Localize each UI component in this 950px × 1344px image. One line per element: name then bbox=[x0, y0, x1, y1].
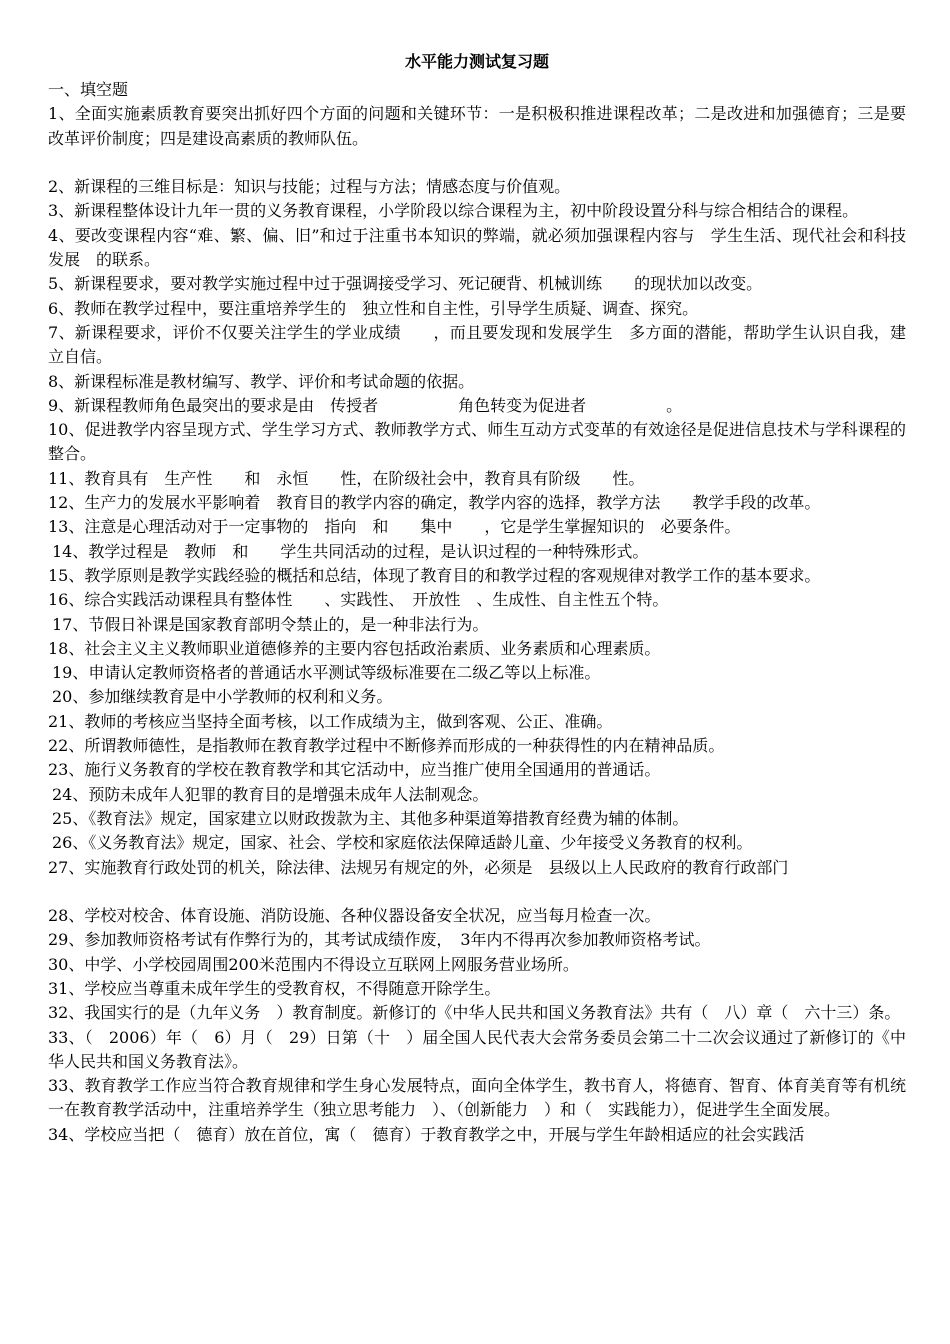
question-item: 2、新课程的三维目标是：知识与技能；过程与方法；情感态度与价值观。 bbox=[48, 177, 571, 197]
question-item: 5、新课程要求，要对教学实施过程中过于强调接受学习、死记硬背、机械训练 的现状加以改变。 bbox=[48, 274, 763, 294]
question-item: 11、教育具有 生产性 和 永恒 性，在阶级社会中，教育具有阶级 性。 bbox=[48, 468, 645, 488]
question-item: 31、学校应当尊重未成年学生的受教育权，不得随意开除学生。 bbox=[48, 978, 501, 998]
question-item: 7、新课程要求，评价不仅要关注学生的学业成绩 ，而且要发现和发展学生 多方面的潜能，帮助学生认识自我，建立自信。 bbox=[48, 322, 906, 367]
question-item: 34、学校应当把（ 德育）放在首位，寓（ 德育）于教育教学之中，开展与学生年龄相适应的社会实践活 bbox=[48, 1124, 805, 1144]
question-item: 12、生产力的发展水平影响着 教育目的教学内容的确定，教学内容的选择，教学方法 教学手段的改革。 bbox=[48, 493, 821, 513]
question-item: 33、教育教学工作应当符合教育规律和学生身心发展特点，面向全体学生，教书育人，将德育、智育、体育美育等有机统一在教育教学活动中，注重培养学生（独立思考能力 ）、（创新能力 ）和（ 实践能力），促进学生全面发展。 bbox=[48, 1076, 906, 1120]
question-item: 23、施行义务教育的学校在教育教学和其它活动中，应当推广使用全国通用的普通话。 bbox=[48, 760, 661, 780]
question-item: 29、参加教师资格考试有作弊行为的，其考试成绩作废， 3年内不得再次参加教师资格考试。 bbox=[48, 930, 711, 950]
question-item: 15、教学原则是教学实践经验的概括和总结，体现了教育目的和教学过程的客观规律对教学工作的基本要求。 bbox=[48, 565, 821, 585]
question-item: 22、所谓教师德性，是指教师在教育教学过程中不断修养而形成的一种获得性的内在精神品质。 bbox=[48, 736, 725, 756]
question-list bbox=[48, 102, 906, 1147]
blank-line bbox=[48, 880, 906, 904]
question-item: 18、社会主义主义教师职业道德修养的主要内容包括政治素质、业务素质和心理素质。 bbox=[48, 638, 661, 658]
blank-line bbox=[48, 151, 906, 175]
question-item: 14、教学过程是 教师 和 学生共同活动的过程，是认识过程的一种特殊形式。 bbox=[52, 541, 649, 561]
question-item: 33、（ 2006）年（ 6）月（ 29）日第（十 ）届全国人民代表大会常务委员会第二十二次会议通过了新修订的《中华人民共和国义务教育法》。 bbox=[48, 1027, 906, 1071]
question-item: 16、综合实践活动课程具有整体性 、实践性、 开放性 、生成性、自主性五个特。 bbox=[48, 590, 669, 610]
question-item: 4、要改变课程内容“难、繁、偏、旧”和过于注重书本知识的弊端，就必须加强课程内容与 学生生活、现代社会和科技发展 的联系。 bbox=[48, 225, 906, 270]
question-item: 8、新课程标准是教材编写、教学、评价和考试命题的依据。 bbox=[48, 371, 475, 391]
question-item: 9、新课程教师角色最突出的要求是由 传授者 角色转变为促进者 。 bbox=[48, 395, 683, 415]
question-item: 6、教师在教学过程中，要注重培养学生的 独立性和自主性，引导学生质疑、调查、探究。 bbox=[48, 298, 699, 318]
question-item: 13、注意是心理活动对于一定事物的 指向 和 集中 ，它是学生掌握知识的 必要条件。 bbox=[48, 517, 741, 537]
question-item: 27、实施教育行政处罚的机关，除法律、法规另有规定的外，必须是 县级以上人民政府的教育行政部门 bbox=[48, 857, 789, 877]
document-title: 水平能力测试复习题 bbox=[404, 52, 549, 71]
question-item: 25、《教育法》规定，国家建立以财政拨款为主、其他多种渠道筹措教育经费为辅的体制。 bbox=[52, 808, 689, 828]
question-item: 10、促进教学内容呈现方式、学生学习方式、教师教学方式、师生互动方式变革的有效途径是促进信息技术与学科课程的整合。 bbox=[48, 420, 906, 464]
question-item: 21、教师的考核应当坚持全面考核，以工作成绩为主，做到客观、公正、准确。 bbox=[48, 711, 613, 731]
question-item: 30、中学、小学校园周围200米范围内不得设立互联网上网服务营业场所。 bbox=[48, 954, 579, 974]
question-item: 24、预防未成年人犯罪的教育目的是增强未成年人法制观念。 bbox=[52, 784, 489, 804]
question-item: 17、节假日补课是国家教育部明令禁止的，是一种非法行为。 bbox=[52, 614, 489, 634]
question-item: 20、参加继续教育是中小学教师的权利和义务。 bbox=[52, 687, 393, 707]
question-item: 28、学校对校舍、体育设施、消防设施、各种仪器设备安全状况，应当每月检查一次。 bbox=[48, 906, 661, 926]
question-item: 1、全面实施素质教育要突出抓好四个方面的问题和关键环节：一是积极积推进课程改革；二是改进和加强德育；三是要改革评价制度；四是建设高素质的教师队伍。 bbox=[48, 104, 906, 148]
question-item: 26、《义务教育法》规定，国家、社会、学校和家庭依法保障适龄儿童、少年接受义务教育的权利。 bbox=[52, 833, 753, 853]
section-heading: 一、填空题 bbox=[48, 80, 129, 99]
question-item: 19、申请认定教师资格者的普通话水平测试等级标准要在二级乙等以上标准。 bbox=[52, 663, 601, 683]
question-item: 3、新课程整体设计九年一贯的义务教育课程，小学阶段以综合课程为主，初中阶段设置分科与综合相结合的课程。 bbox=[48, 201, 859, 221]
question-item: 32、我国实行的是（九年义务 ）教育制度。新修订的《中华人民共和国义务教育法》共有（ 八）章（ 六十三）条。 bbox=[48, 1003, 901, 1023]
